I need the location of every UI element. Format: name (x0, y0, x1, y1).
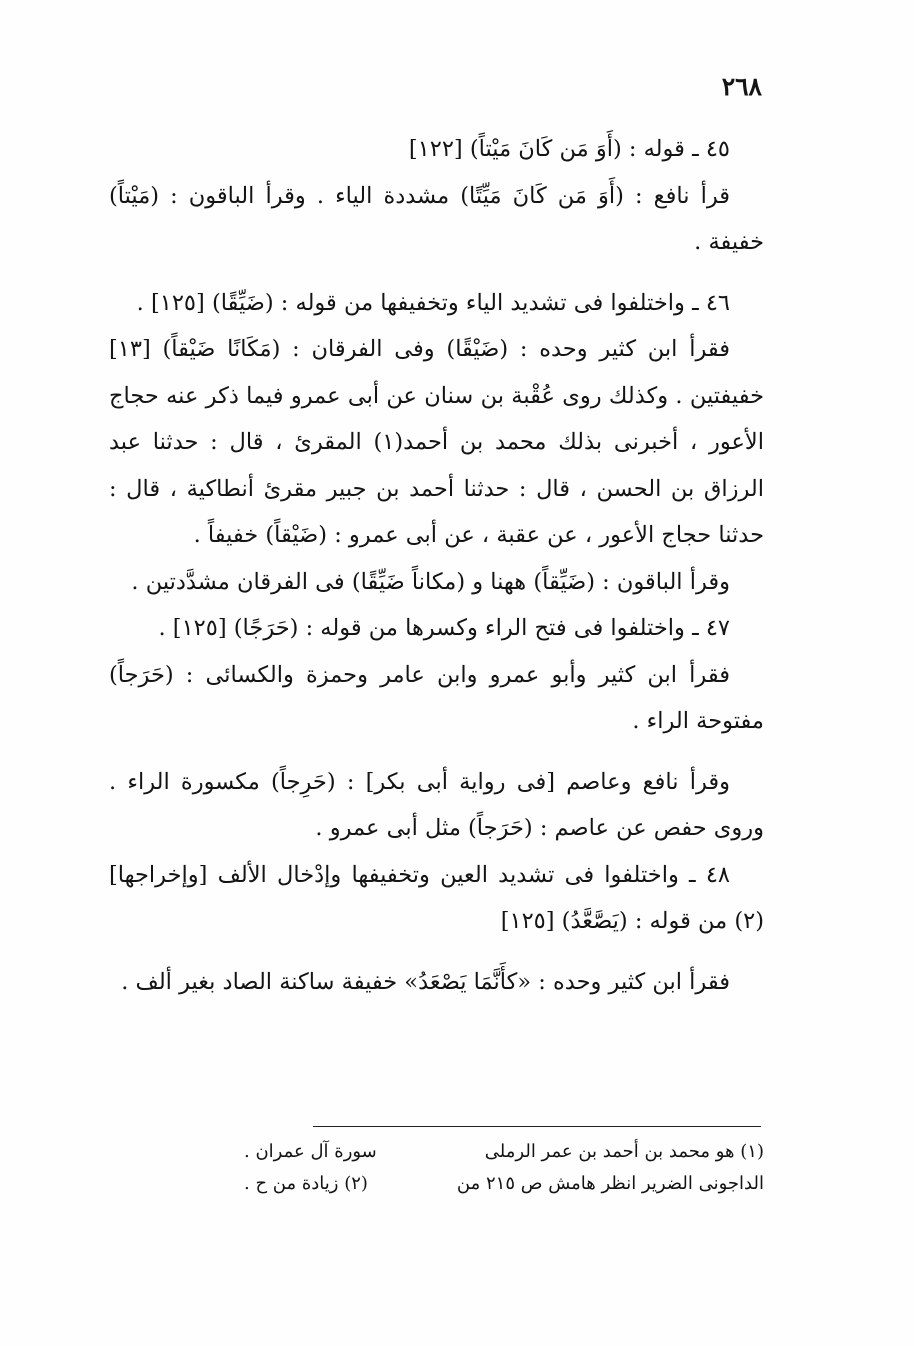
paragraph-46-others: وقرأ الباقون : (ضَيِّقاً) ههنا و (مكاناً ضَيِّقًا) فى الفرقان مشدَّدتين . (131, 568, 730, 595)
footnote-1-start: (١) هو محمد بن أحمد بن عمر الرملى (484, 1141, 764, 1162)
paragraph-46-ibn-kathir: فقرأ ابن كثير وحده : (ضَيْقًا) وفى الفرقان : (مَكَانًا ضَيْقاً) [١٣] خفيفتين . وكذلك روى عُقْبة بن سنان عن أبى عمرو فيما ذكر عنه حجاج الأعور ، أخبرنى بذلك محمد بن أحمد(١) المقرئ ، قال : حدثنا عبد الرزاق بن الحسن ، قال : حدثنا أحمد بن جبير مقرئ أنطاكية ، قال : حدثنا حجاج الأعور ، عن عقبة ، عن أبى عمرو : (ضَيْقاً) خفيفاً . (109, 336, 764, 548)
footnote-row (244, 1168, 764, 1200)
footnote-row (244, 1136, 764, 1168)
footnotes (244, 1136, 764, 1200)
paragraph-47-nafi: وقرأ نافع وعاصم [فى رواية أبى بكر] : (حَرِجاً) مكسورة الراء . وروى حفص عن عاصم : (حَرَجاً) مثل أبى عمرو . (109, 768, 764, 841)
main-text (109, 126, 764, 1005)
footnote-1-continued: الداجونى الضرير انظر هامش ص ٢١٥ من (456, 1173, 764, 1194)
paragraph-47-reading: فقرأ ابن كثير وأبو عمرو وابن عامر وحمزة والكسائى : (حَرَجاً) مفتوحة الراء . (109, 661, 764, 734)
paragraph-45-reading: قرأ نافع : (أَوَ مَن كَانَ مَيِّتًا) مشددة الياء . وقرأ الباقون : (مَيْتاً) خفيفة . (109, 182, 764, 255)
paragraph-48-reading: فقرأ ابن كثير وحده : «كأَنَّمَا يَصْعَدُ» خفيفة ساكنة الصاد بغير ألف . (121, 968, 730, 995)
page-number: ٢٦٨ (721, 72, 762, 101)
paragraph-45-heading: ٤٥ ـ قوله : (أَوَ مَن كَانَ مَيْتاً) [١٢٢] (408, 136, 730, 162)
footnote-2: (٢) زيادة من ح . (244, 1173, 368, 1194)
paragraph-48-heading: ٤٨ ـ واختلفوا فى تشديد العين وتخفيفها وإدْخال الألف [وإخراجها](٢) من قوله : (يَصَّعَّدُ) [١٢٥] (109, 861, 764, 934)
footnote-divider (313, 1126, 761, 1127)
paragraph-47-heading: ٤٧ ـ واختلفوا فى فتح الراء وكسرها من قوله : (حَرَجًا) [١٢٥] . (158, 615, 730, 641)
paragraph-46-heading: ٤٦ ـ واختلفوا فى تشديد الياء وتخفيفها من قوله : (ضَيِّقًا) [١٢٥] . (136, 289, 730, 316)
footnote-surah-reference: سورة آل عمران . (244, 1141, 377, 1162)
